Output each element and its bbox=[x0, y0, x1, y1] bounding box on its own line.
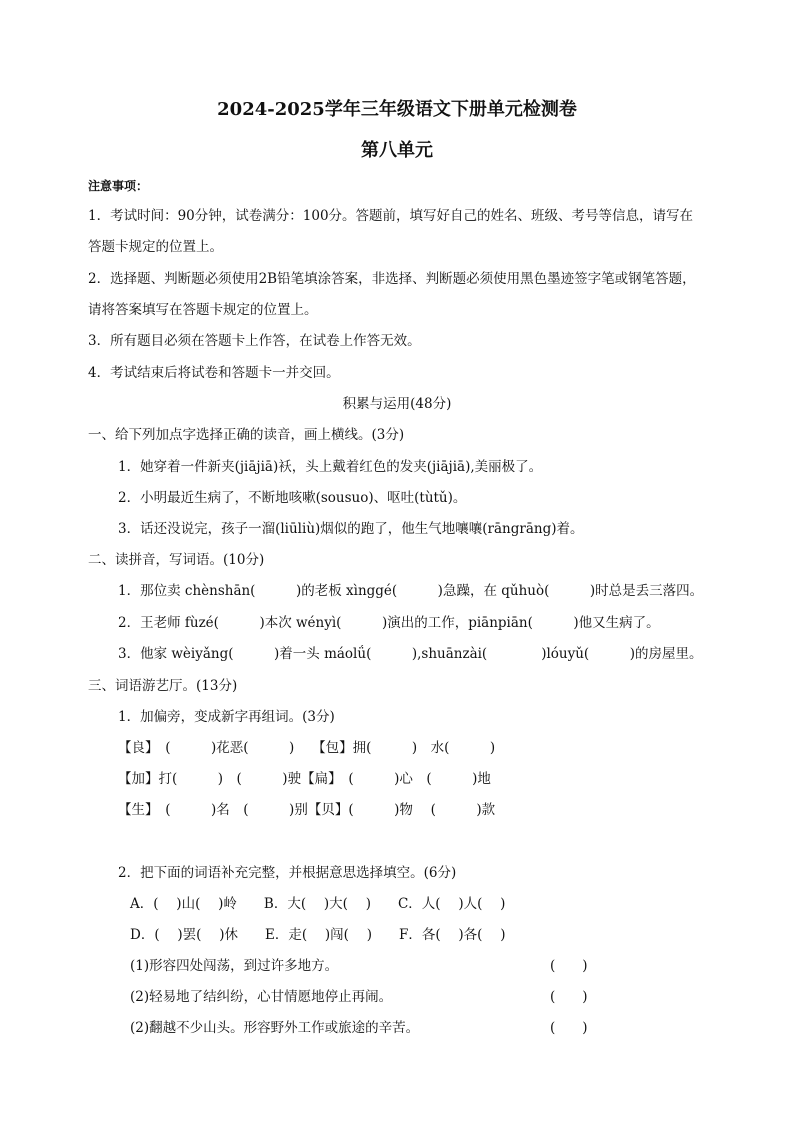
answer-box-2: ( ) bbox=[550, 989, 588, 1005]
q3-sub2-question-1: (1)形容四处闯荡，到过许多地方。 bbox=[130, 958, 339, 974]
q3-sub1-row-1: 【良】 ( )花恶( ) 【包】拥( ) 水( ) bbox=[118, 740, 496, 756]
q2-title: 二、读拼音，写词语。(10分) bbox=[88, 552, 265, 568]
exam-title: 2024-2025学年三年级语文下册单元检测卷 bbox=[217, 99, 577, 120]
q1-item-3: 3．话还没说完，孩子一溜(liūliù)烟似的跑了，他生气地嚷嚷(rāngrāng)着。 bbox=[118, 521, 584, 537]
q3-sub1-row-3: 【生】 ( )名 ( )别【贝】( )物 ( )款 bbox=[118, 802, 496, 818]
notice-item-2: 2．选择题、判断题必须使用2B铅笔填涂答案，非选择、判断题必须使用黑色墨迹签字笔或钢笔答题， bbox=[88, 271, 696, 287]
q3-title: 三、词语游艺厅。(13分) bbox=[88, 678, 238, 694]
notice-item-1-cont: 答题卡规定的位置上。 bbox=[88, 239, 223, 255]
q3-sub2-options-1: A．( )山( )岭 B．大( )大( ) C．人( )人( ) bbox=[130, 896, 506, 912]
answer-box-3: ( ) bbox=[550, 1020, 588, 1036]
q3-sub2-options-2: D．( )罢( )休 E．走( )闯( ) F．各( )各( ) bbox=[130, 927, 506, 943]
notice-item-1: 1．考试时间：90分钟，试卷满分：100分。答题前，填写好自己的姓名、班级、考号等信息，请写在 bbox=[88, 208, 694, 224]
q2-item-1: 1．那位卖 chènshān( )的老板 xìnggé( )急躁，在 qǔhuò( )时总是丢三落四。 bbox=[118, 583, 704, 599]
unit-subtitle: 第八单元 bbox=[361, 140, 433, 161]
q1-item-2: 2．小明最近生病了，不断地咳嗽(sousuo)、呕吐(tùtǔ)。 bbox=[118, 490, 467, 506]
q3-sub2-question-3: (2)翻越不少山头。形容野外工作或旅途的辛苦。 bbox=[130, 1020, 420, 1036]
q2-item-3: 3．他家 wèiyǎng( )着一头 máolǘ( ),shuānzài( )lóuyǔ( )的房屋里。 bbox=[118, 646, 703, 662]
section-title: 积累与运用(48分) bbox=[342, 396, 452, 412]
answer-box-1: ( ) bbox=[550, 958, 588, 974]
notice-heading: 注意事项： bbox=[88, 179, 149, 193]
q3-sub1-row-2: 【加】打( ) ( )驶【扁】 ( )心 ( )地 bbox=[118, 771, 491, 787]
q1-title: 一、给下列加点字选择正确的读音，画上横线。(3分) bbox=[88, 427, 405, 443]
q3-sub1-title: 1．加偏旁，变成新字再组词。(3分) bbox=[118, 709, 335, 725]
q2-item-2: 2．王老师 fùzé( )本次 wényì( )演出的工作，piānpiān( )他又生病了。 bbox=[118, 615, 660, 631]
notice-item-4: 4．考试结束后将试卷和答题卡一并交回。 bbox=[88, 365, 340, 381]
notice-item-3: 3．所有题目必须在答题卡上作答，在试卷上作答无效。 bbox=[88, 333, 421, 349]
q1-item-1: 1．她穿着一件新夹(jiājiā)袄，头上戴着红色的发夹(jiājiā),美丽极了。 bbox=[118, 459, 543, 475]
q3-sub2-title: 2．把下面的词语补充完整，并根据意思选择填空。(6分) bbox=[118, 865, 457, 881]
q3-sub2-question-2: (2)轻易地了结纠纷，心甘情愿地停止再闹。 bbox=[130, 989, 393, 1005]
notice-item-2-cont: 请将答案填写在答题卡规定的位置上。 bbox=[88, 302, 318, 318]
